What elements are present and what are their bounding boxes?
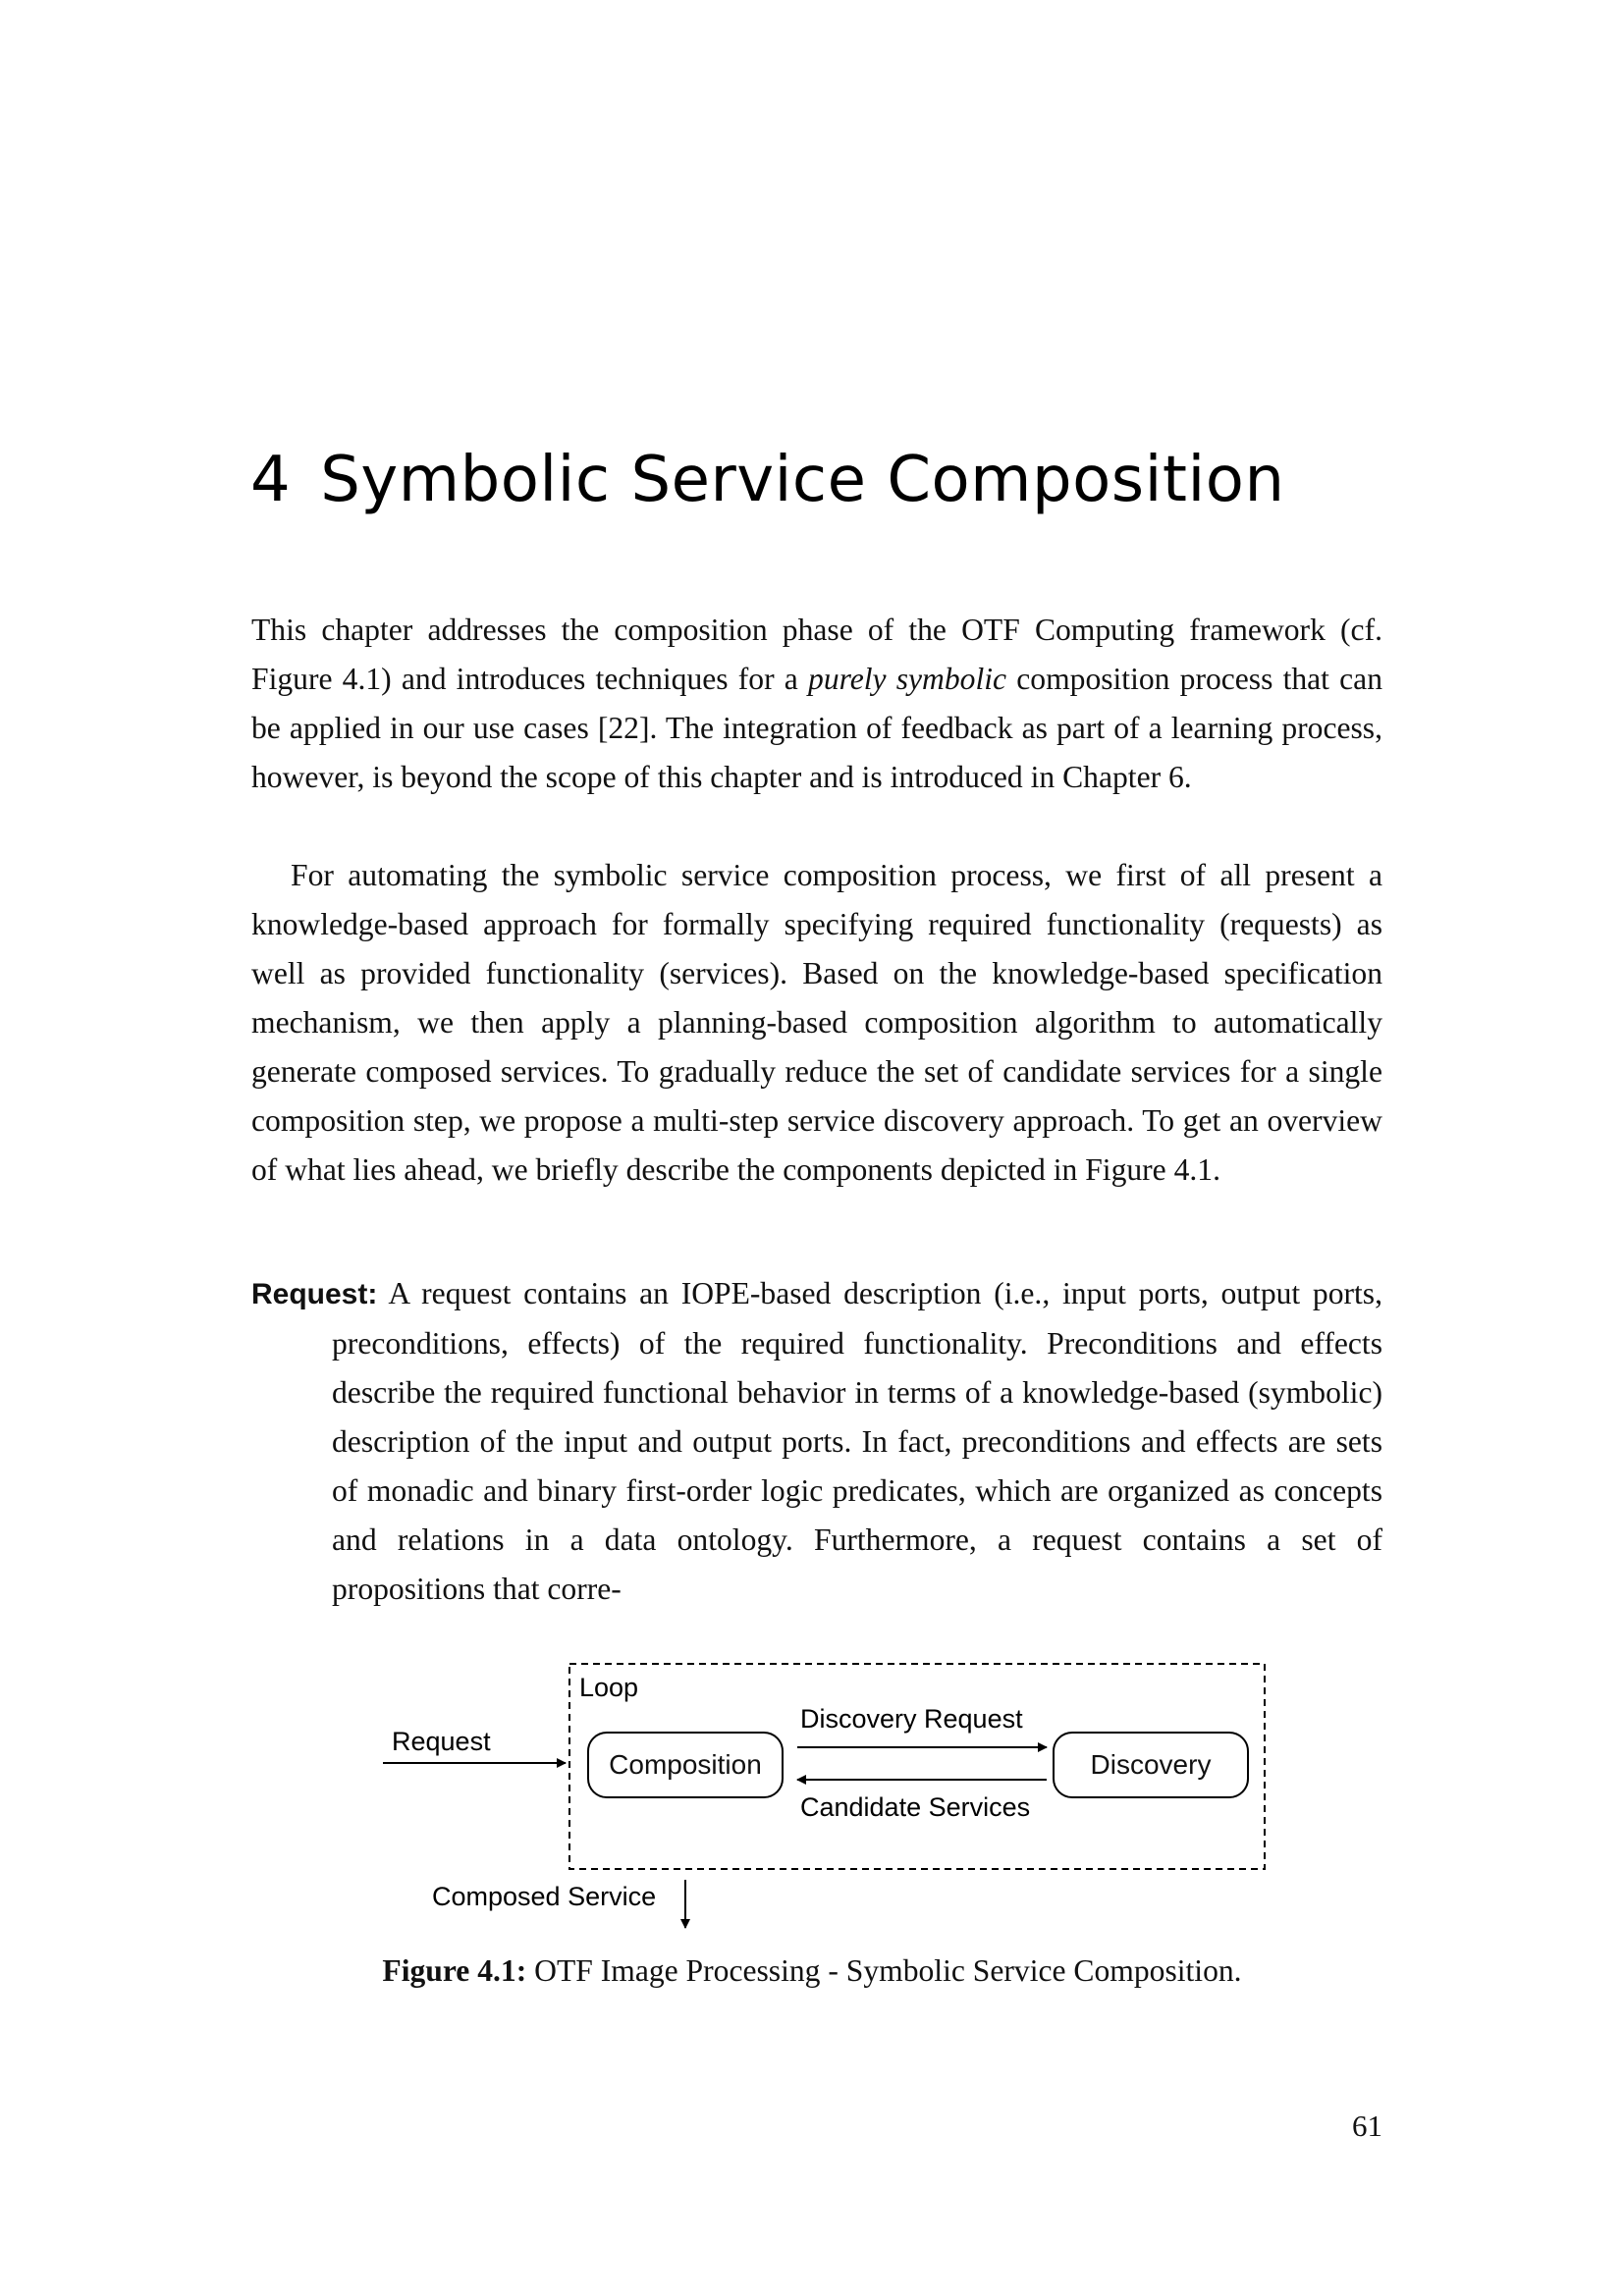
intro-text-before: This chapter addresses the composition phase of the OTF Computing framework (cf. Figure 4.1) and introduces techniques for a	[251, 613, 1382, 696]
figure-caption-label: Figure 4.1:	[382, 1953, 527, 1988]
request-description-item	[251, 1269, 1382, 1614]
overview-paragraph: For automating the symbolic service composition process, we first of all present a knowledge-based approach for formally specifying required functionality (requests) as well as provided functionality (services). Based on the knowledge-based specification mechanism, we then apply a planning-based composition algorithm to automatically generate composed services. To gradually reduce the set of candidate services for a single composition step, we propose a multi-step service discovery approach. To get an overview of what lies ahead, we briefly describe the components depicted in Figure 4.1.	[251, 858, 1382, 1187]
loop-label: Loop	[579, 1673, 639, 1702]
intro-text-after: composition process that can be applied in our use cases [22]. The integration of feedback as part of a learning process, however, is beyond the scope of this chapter and is introduced in Chapter 6.	[251, 662, 1382, 794]
intro-paragraph	[251, 606, 1382, 802]
candidate-services-label: Candidate Services	[800, 1792, 1031, 1822]
chapter-title	[250, 444, 1285, 516]
composed-service-label: Composed Service	[432, 1882, 657, 1911]
page-number: 61	[1352, 2109, 1382, 2143]
discovery-node	[1053, 1732, 1249, 1798]
composition-node	[587, 1732, 784, 1798]
request-label: Request	[392, 1727, 491, 1756]
figure-caption	[0, 1953, 1624, 1989]
composition-node-label: Composition	[609, 1749, 762, 1780]
request-term: Request:	[251, 1278, 378, 1310]
discovery-node-label: Discovery	[1090, 1749, 1212, 1780]
chapter-title-text: Symbolic Service Composition	[320, 444, 1285, 516]
chapter-number: 4	[250, 444, 292, 516]
discovery-request-label: Discovery Request	[800, 1704, 1023, 1734]
request-description-text: A request contains an IOPE-based description (i.e., input ports, output ports, preconditions, effects) of the required functionality. Preconditions and effects describe the required functional behavior in terms of a knowledge-based (symbolic) description of the input and output ports. In fact, preconditions and effects are sets of monadic and binary first-order logic predicates, which are organized as concepts and relations in a data ontology. Furthermore, a request contains a set of propositions that corre-	[332, 1276, 1383, 1606]
composition-diagram	[373, 1659, 1276, 1944]
figure-caption-text: OTF Image Processing - Symbolic Service Composition.	[534, 1953, 1242, 1988]
intro-emphasis: purely symbolic	[808, 662, 1007, 696]
